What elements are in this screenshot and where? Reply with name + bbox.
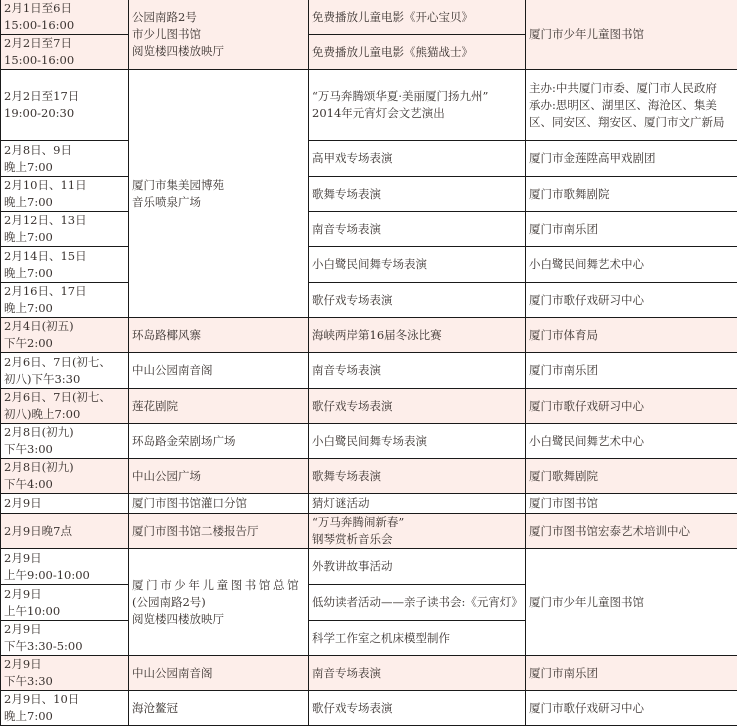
table-row [1, 656, 737, 691]
time-cell: 2月6日、7日(初七、 初八)下午3:30 [1, 353, 129, 389]
table-row [1, 318, 737, 353]
venue-cell: 厦门市集美园博苑 音乐喷泉广场 [129, 70, 309, 318]
venue-cell: 海沧鳌冠 [129, 691, 309, 726]
event-cell: 猜灯谜活动 [309, 494, 526, 514]
time-cell: 2月12日、13日 晚上7:00 [1, 212, 129, 247]
time-cell: 2月10日、11日 晚上7:00 [1, 177, 129, 212]
time-cell: 2月8日(初九) 下午3:00 [1, 424, 129, 459]
table-row [1, 283, 737, 318]
venue-cell: 厦门市图书馆灌口分馆 [129, 494, 309, 514]
event-cell: 歌仔戏专场表演 [309, 283, 526, 318]
time-cell: 2月9日 [1, 494, 129, 514]
time-cell: 2月9日、10日 晚上7:00 [1, 691, 129, 726]
organizer-cell: 厦门市歌舞剧院 [526, 177, 737, 212]
organizer-cell: 小白鹭民间舞艺术中心 [526, 424, 737, 459]
event-cell: 小白鹭民间舞专场表演 [309, 424, 526, 459]
time-cell: 2月9日 上午9:00-10:00 [1, 549, 129, 585]
event-cell: 免费播放儿童电影《开心宝贝》 [309, 0, 526, 35]
organizer-cell: 厦门市图书馆宏泰艺术培训中心 [526, 514, 737, 549]
organizer-cell: 厦门市少年儿童图书馆 [526, 549, 737, 656]
event-cell: 科学工作室之机床模型制作 [309, 621, 526, 656]
organizer-cell: 厦门市南乐团 [526, 353, 737, 389]
table-row [1, 389, 737, 424]
time-cell: 2月16日、17日 晚上7:00 [1, 283, 129, 318]
venue-cell: 厦门市图书馆二楼报告厅 [129, 514, 309, 549]
event-cell: 歌舞专场表演 [309, 459, 526, 494]
table-row [1, 247, 737, 283]
organizer-cell: 厦门市体育局 [526, 318, 737, 353]
venue-cell: 中山公园广场 [129, 459, 309, 494]
event-cell: 南音专场表演 [309, 353, 526, 389]
time-cell: 2月1日至6日 15:00-16:00 [1, 0, 129, 35]
organizer-cell: 小白鹭民间舞艺术中心 [526, 247, 737, 283]
table-row [1, 549, 737, 585]
table-row [1, 494, 737, 514]
organizer-cell: 厦门市少年儿童图书馆 [526, 0, 737, 70]
organizer-cell: 厦门市歌仔戏研习中心 [526, 691, 737, 726]
event-cell: 歌舞专场表演 [309, 177, 526, 212]
table-row [1, 424, 737, 459]
organizer-cell: 厦门市南乐团 [526, 656, 737, 691]
organizer-cell: 主办:中共厦门市委、厦门市人民政府 承办:思明区、湖里区、海沧区、集美区、同安区、翔安区、厦门市文广新局 [526, 70, 737, 141]
table-row [1, 353, 737, 389]
event-cell: 歌仔戏专场表演 [309, 389, 526, 424]
time-cell: 2月2日至7日 15:00-16:00 [1, 35, 129, 70]
event-cell: “万马奔腾颂华夏·美丽厦门扬九州” 2014年元宵灯会文艺演出 [309, 70, 526, 141]
table-row [1, 70, 737, 141]
organizer-cell: 厦门市金莲陞高甲戏剧团 [526, 141, 737, 177]
venue-cell: 莲花剧院 [129, 389, 309, 424]
venue-cell: 环岛路椰风寨 [129, 318, 309, 353]
event-cell: 歌仔戏专场表演 [309, 691, 526, 726]
table-row [1, 0, 737, 35]
table-row [1, 141, 737, 177]
table-row [1, 691, 737, 726]
event-cell: 海峡两岸第16届冬泳比赛 [309, 318, 526, 353]
organizer-cell: 厦门市歌仔戏研习中心 [526, 283, 737, 318]
organizer-cell: 厦门市图书馆 [526, 494, 737, 514]
organizer-cell: 厦门市歌仔戏研习中心 [526, 389, 737, 424]
time-cell: 2月2日至17日 19:00-20:30 [1, 70, 129, 141]
venue-cell: 环岛路金荣剧场广场 [129, 424, 309, 459]
event-cell: 免费播放儿童电影《熊猫战士》 [309, 35, 526, 70]
time-cell: 2月4日(初五) 下午2:00 [1, 318, 129, 353]
venue-cell: 中山公园南音阁 [129, 353, 309, 389]
time-cell: 2月9日晚7点 [1, 514, 129, 549]
event-cell: 高甲戏专场表演 [309, 141, 526, 177]
event-cell: 南音专场表演 [309, 212, 526, 247]
table-row [1, 514, 737, 549]
venue-cell: 公园南路2号 市少儿图书馆 阅览楼四楼放映厅 [129, 0, 309, 70]
time-cell: 2月14日、15日 晚上7:00 [1, 247, 129, 283]
venue-cell: 中山公园南音阁 [129, 656, 309, 691]
event-cell: 低幼读者活动——亲子读书会:《元宵灯》 [309, 585, 526, 621]
organizer-cell: 厦门歌舞剧院 [526, 459, 737, 494]
time-cell: 2月8日、9日 晚上7:00 [1, 141, 129, 177]
venue-cell: 厦门市少年儿童图书馆总馆 (公园南路2号) 阅览楼四楼放映厅 [129, 549, 309, 656]
time-cell: 2月9日 下午3:30-5:00 [1, 621, 129, 656]
time-cell: 2月6日、7日(初七、 初八)晚上7:00 [1, 389, 129, 424]
table-row [1, 212, 737, 247]
event-cell: “万马奔腾闹新春” 钢琴赏析音乐会 [309, 514, 526, 549]
time-cell: 2月8日(初九) 下午4:00 [1, 459, 129, 494]
event-cell: 小白鹭民间舞专场表演 [309, 247, 526, 283]
table-row [1, 459, 737, 494]
table-row [1, 177, 737, 212]
organizer-cell: 厦门市南乐团 [526, 212, 737, 247]
event-cell: 外教讲故事活动 [309, 549, 526, 585]
time-cell: 2月9日 下午3:30 [1, 656, 129, 691]
time-cell: 2月9日 上午10:00 [1, 585, 129, 621]
event-cell: 南音专场表演 [309, 656, 526, 691]
